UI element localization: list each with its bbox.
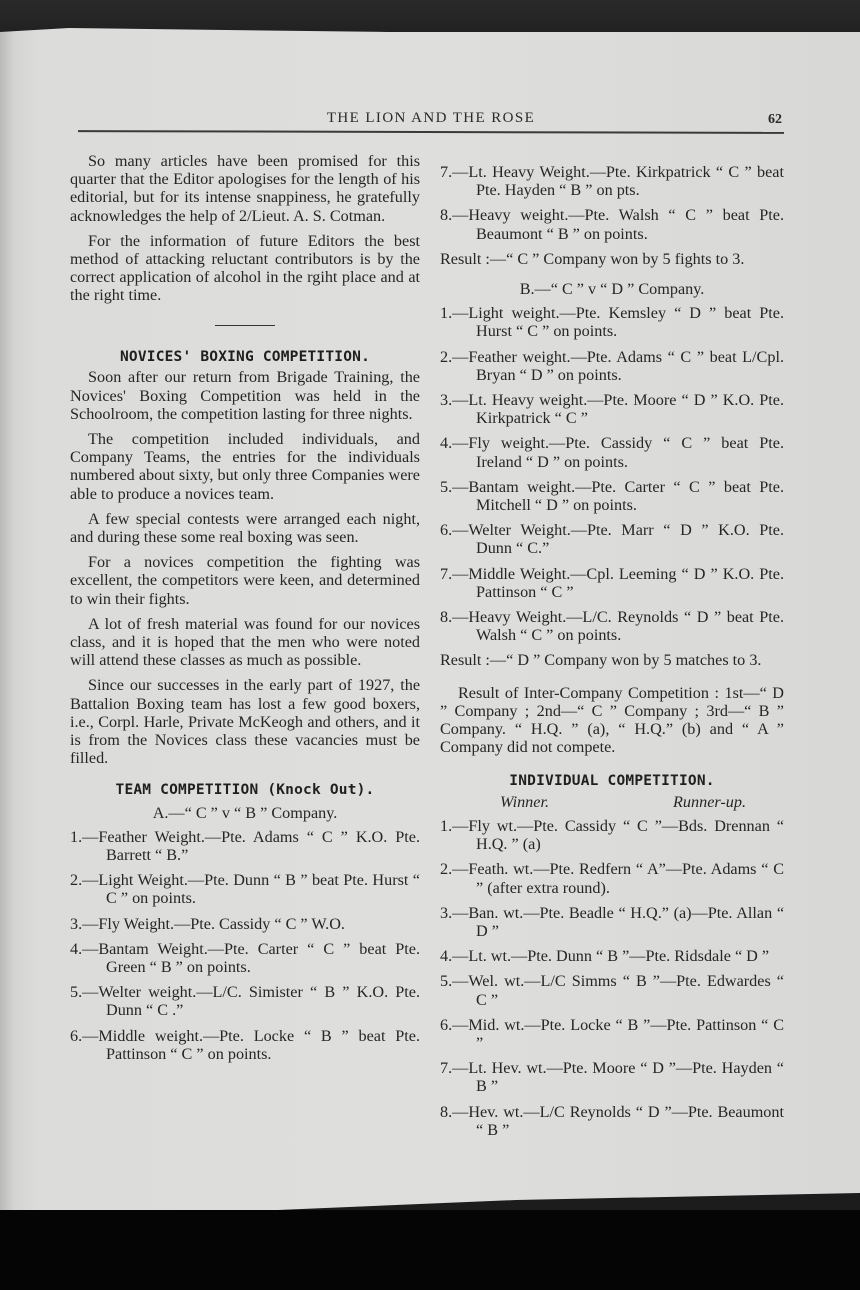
novices-paragraph: A lot of fresh material was found for our novices class, and it is hoped that the men who were noted will attend these classes as much as possible. <box>70 614 420 670</box>
bout-entry: 5.—Welter weight.—L/C. Simister “ B ” K.O. Pte. Dunn “ C .” <box>70 983 420 1020</box>
individual-entry: 6.—Mid. wt.—Pte. Locke “ B ”—Pte. Pattinson “ C ” <box>440 1015 784 1052</box>
individual-entry: 4.—Lt. wt.—Pte. Dunn “ B ”—Pte. Ridsdale “ D ” <box>440 947 770 966</box>
section-divider <box>215 325 275 327</box>
bout-entry: 2.—Feather weight.—Pte. Adams “ C ” beat L/Cpl. Bryan “ D ” on points. <box>440 347 784 384</box>
left-column <box>70 152 420 1070</box>
novices-paragraph: Soon after our return from Brigade Training, the Novices' Boxing Competition was held in the Schoolroom, the competition lasting for three nights. <box>70 368 420 423</box>
individual-entry: 5.—Wel. wt.—L/C Simms “ B ”—Pte. Edwardes “ C ” <box>440 972 784 1009</box>
novices-paragraph: The competition included individuals, and Company Teams, the entries for the individuals numbered about sixty, but only three Companies were able to produce a novices team. <box>70 429 420 503</box>
individual-entry: 2.—Feath. wt.—Pte. Redfern “ A”—Pte. Adams “ C ” (after extra round). <box>440 860 784 897</box>
individual-entry: 8.—Hev. wt.—L/C Reynolds “ D ”—Pte. Beaumont “ B ” <box>440 1102 784 1139</box>
bout-entry: 1.—Feather Weight.—Pte. Adams “ C ” K.O. Pte. Barrett “ B.” <box>70 827 420 864</box>
bout-entry: 4.—Fly weight.—Pte. Cassidy “ C ” beat Pte. Ireland “ D ” on points. <box>440 434 784 471</box>
match-a-title: A.—“ C ” v “ B ” Company. <box>152 803 338 822</box>
bout-entry: 6.—Middle weight.—Pte. Locke “ B ” beat Pte. Pattinson “ C ” on points. <box>70 1026 420 1063</box>
bout-entry: 3.—Fly Weight.—Pte. Cassidy “ C ” W.O. <box>70 914 345 933</box>
page-number: 62 <box>768 112 782 127</box>
match-b-result: Result :—“ D ” Company won by 5 matches to 3. <box>440 651 762 670</box>
team-competition-heading: TEAM COMPETITION (Knock Out). <box>115 782 375 799</box>
bout-entry: 7.—Middle Weight.—Cpl. Leeming “ D ” K.O. Pte. Pattinson “ C ” <box>440 564 784 601</box>
running-header <box>78 108 784 138</box>
bout-entry: 2.—Light Weight.—Pte. Dunn “ B ” beat Pte. Hurst “ C ” on points. <box>70 871 420 908</box>
novices-paragraph: Since our successes in the early part of 1927, the Battalion Boxing team has lost a few good boxers, i.e., Corpl. Harle, Private McKeogh and others, and it is from the Novices class these vacancies must be filled. <box>70 676 420 768</box>
bout-entry: 8.—Heavy Weight.—L/C. Reynolds “ D ” beat Pte. Walsh “ C ” on points. <box>440 608 784 645</box>
inter-company-result: Result of Inter-Company Competition : 1st—“ D ” Company ; 2nd—“ C ” Company ; 3rd—“ B ” Company. “ H.Q. ” (a), “ H.Q.” (b) and “ A ” Company did not compete. <box>440 683 784 757</box>
match-b-title: B.—“ C ” v “ D ” Company. <box>519 280 705 299</box>
bout-entry: 3.—Lt. Heavy weight.—Pte. Moore “ D ” K.O. Pte. Kirkpatrick “ C ” <box>440 391 784 428</box>
right-column <box>440 163 784 1146</box>
match-a-result: Result :—“ C ” Company won by 5 fights to 3. <box>440 249 745 268</box>
novices-paragraph: A few special contests were arranged each night, and during these some real boxing was seen. <box>70 509 420 546</box>
scan-backdrop-bottom <box>0 1210 860 1290</box>
bout-entry: 5.—Bantam weight.—Pte. Carter “ C ” beat Pte. Mitchell “ D ” on points. <box>440 477 784 515</box>
editorial-paragraph: For the information of future Editors the best method of attacking reluctant contributors is by the correct application of alcohol in the rgiht place and at the right time. <box>70 231 420 305</box>
winner-column-label: Winner. <box>500 792 550 811</box>
bout-entry: 4.—Bantam Weight.—Pte. Carter “ C ” beat Pte. Green “ B ” on points. <box>70 939 420 977</box>
bout-entry: 1.—Light weight.—Pte. Kemsley “ D ” beat Pte. Hurst “ C ” on points. <box>440 304 784 341</box>
individual-entry: 3.—Ban. wt.—Pte. Beadle “ H.Q.” (a)—Pte. Allan “ D ” <box>440 903 784 940</box>
runner-up-column-label: Runner-up. <box>673 792 746 811</box>
bout-entry: 6.—Welter Weight.—Pte. Marr “ D ” K.O. Pte. Dunn “ C.” <box>440 521 784 558</box>
editorial-paragraph: So many articles have been promised for this quarter that the Editor apologises for the length of his editorial, but for its intense snappiness, he gratefully acknowledges the help of 2/Lieut. A. S. Cotman. <box>70 152 420 225</box>
individual-entry: 1.—Fly wt.—Pte. Cassidy “ C ”—Bds. Drennan “ H.Q. ” (a) <box>440 816 784 854</box>
bout-entry: 7.—Lt. Heavy Weight.—Pte. Kirkpatrick “ C ” beat Pte. Hayden “ B ” on pts. <box>440 163 784 200</box>
individual-competition-heading: INDIVIDUAL COMPETITION. <box>509 773 715 790</box>
novices-heading: NOVICES' BOXING COMPETITION. <box>119 349 371 366</box>
individual-entry: 7.—Lt. Hev. wt.—Pte. Moore “ D ”—Pte. Hayden “ B ” <box>440 1059 784 1096</box>
bout-entry: 8.—Heavy weight.—Pte. Walsh “ C ” beat Pte. Beaumont “ B ” on points. <box>440 206 784 243</box>
publication-title: THE LION AND THE ROSE <box>326 110 536 126</box>
header-rule <box>78 130 784 134</box>
individual-column-headers <box>440 793 784 811</box>
novices-paragraph: For a novices competition the fighting was excellent, the competitors were keen, and determined to win their fights. <box>70 553 420 608</box>
